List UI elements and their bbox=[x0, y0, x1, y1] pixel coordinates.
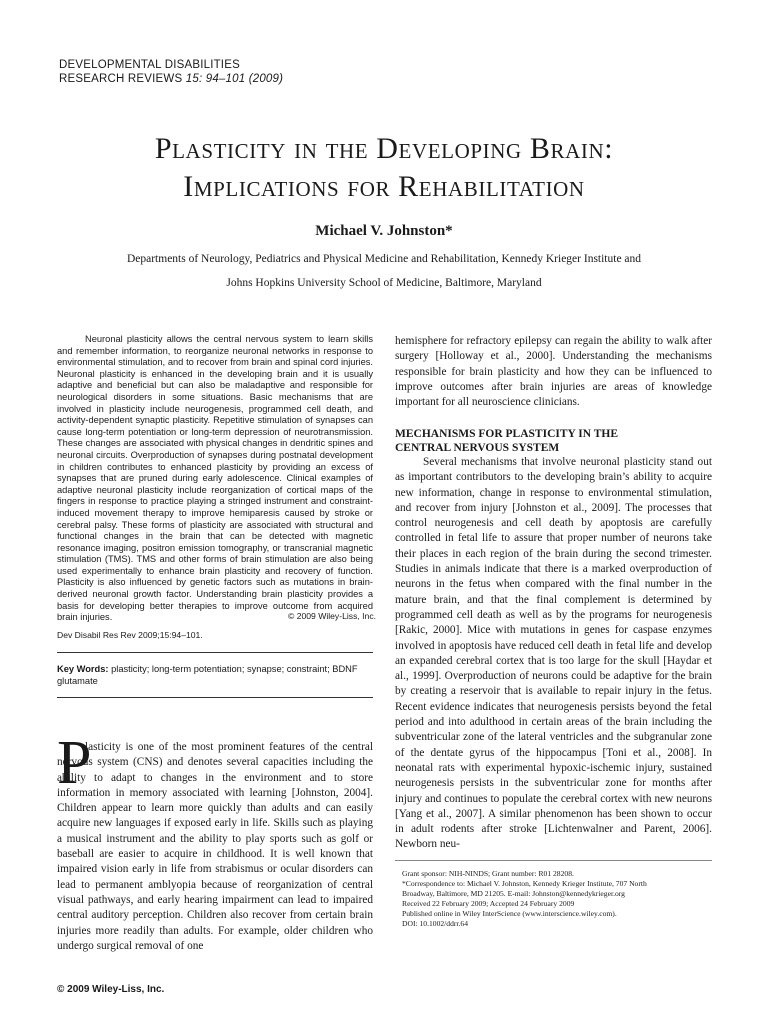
footnote-correspondence-2: Broadway, Baltimore, MD 21205. E-mail: Johnston@kennedykrieger.org bbox=[402, 889, 625, 898]
keywords-top-rule bbox=[57, 652, 373, 653]
affiliation-line2: Johns Hopkins University School of Medicine, Baltimore, Maryland bbox=[226, 277, 542, 289]
footnote-published: Published online in Wiley InterScience (www.interscience.wiley.com). bbox=[402, 909, 617, 918]
abstract-text: Neuronal plasticity allows the central nervous system to learn skills and remember information, to reorganize neuronal networks in response to environmental stimulation, and to recover from brain and spinal cord injuries. Neuronal plasticity is enhanced in the developing brain and it is usually adaptive and beneficial but can also be maladaptive and responsible for neurological disorders in some situations. Basic mechanisms that are involved in plasticity include neurogenesis, programmed cell death, and activity-dependent synaptic plasticity. Repetitive stimulation of synapses can cause long-term potentiation or long-term depression of neurotransmission. These changes are associated with physical changes in dendritic spines and neuronal circuits. Overproduction of synapses during postnatal development in children contributes to enhanced plasticity by providing an excess of synapses that are pruned during early adolescence. Clinical examples of adaptive neuronal plasticity include reorganization of cortical maps of the fingers in response to practice playing a stringed instrument and constraint-induced movement therapy to improve hemiparesis caused by stroke or cerebral palsy. These forms of plasticity are associated with structural and functional changes in the brain that can be detected with magnetic resonance imaging, positron emission tomography, or transcranial magnetic stimulation (TMS). TMS and other forms of brain stimulation are also being used experimentally to enhance brain plasticity and recovery of function. Plasticity is also influenced by genetic factors such as mutations in brain-derived neuronal growth factor. Understanding brain plasticity provides a basis for developing better therapies to improve outcome from acquired brain injuries. bbox=[57, 334, 373, 623]
section-heading-mechanisms bbox=[395, 428, 712, 455]
footnote-doi: DOI: 10.1002/ddrr.64 bbox=[402, 919, 469, 928]
intro-text: lasticity is one of the most prominent features of the central nervous system (CNS) and denotes several capacities including the ability to adapt to changes in the environment and to store information in memory associated with learning [Johnston, 2004]. Children appear to learn more quickly than adults and can easily acquire new languages if exposed early in life. Skills such as playing a musical instrument and the ability to play sports such as golf or baseball are easier to acquire in childhood. It is well known that impaired vision early in life from strabismus or ocular disorders can lead to permanent amblyopia because of reorganization of central visual pathways, and early hearing impairment can lead to impaired central auditory perception. Children also recover from certain brain injuries more readily than adults. For example, older children who undergo surgical removal of one bbox=[57, 741, 373, 952]
mechanisms-paragraph: Several mechanisms that involve neuronal plasticity stand out as important contributors to the developing brain’s ability to acquire new information, change in response to environmental stimulation, and recover from injury [Johnston et al., 2009]. The processes that control neurogenesis and cell death by apoptosis are carefully controlled in fetal life to assure that proper number of neurons take their places in each region of the brain during the second trimester. Studies in animals indicate that there is a marked overproduction of neurons in the fetus when compared with the final number in the mature brain, and that the final complement is determined by programmed cell death as well as by the programs for neurogenesis [Rakic, 2000]. Mice with mutations in genes for caspase enzymes involved in apoptosis have reduced cell death in fetal life and develop an expanded cerebral cortex that is too large for the skull [Haydar et al., 1999]. Overproduction of neurons could be adaptive for the brain by creating a reservoir that is available to repair injury in the fetus. Recent evidence indicates that neurogenesis persists beyond the fetal period and into adulthood in certain areas of the brain including the subventricular zone of the lateral ventricles and the subgranular zone of the dentate gyrus of the hippocampus [Toni et al., 2008]. In neonatal rats with experimental hypoxic-ischemic injury, sustained neurogenesis persists in the subventricular zone for months after injury and continues to populate the cerebral cortex with new neurons [Yang et al., 2007]. A similar phenomenon has been shown to occur in adult rodents after stroke [Lichtenwalner and Parent, 2006]. Newborn neu- bbox=[395, 456, 712, 851]
right-column-intro-continuation: hemisphere for refractory epilepsy can regain the ability to walk after surgery [Holloway et al., 2000]. Understanding the mechanisms responsible for brain plasticity and how they can be influenced to improve outcomes after brain injuries are areas of knowledge important for all neuroscience clinicians. bbox=[395, 335, 712, 409]
abstract-copyright: © 2009 Wiley-Liss, Inc. bbox=[288, 611, 377, 621]
affiliation bbox=[0, 247, 768, 295]
journal-header bbox=[59, 58, 283, 86]
keywords-text: plasticity; long-term potentiation; synapse; constraint; BDNF glutamate bbox=[57, 664, 358, 686]
author-name: Michael V. Johnston* bbox=[315, 223, 453, 239]
article-title-line2: Implications for Rehabilitation bbox=[183, 170, 585, 203]
keywords-label: Key Words: bbox=[57, 664, 109, 674]
abstract-citation: Dev Disabil Res Rev 2009;15:94–101. bbox=[57, 630, 203, 640]
keywords-bottom-rule bbox=[57, 697, 373, 698]
journal-volume: 15: 94–101 (2009) bbox=[185, 73, 284, 85]
section-heading-line1: MECHANISMS FOR PLASTICITY IN THE bbox=[395, 428, 619, 440]
footnote-correspondence-1: *Correspondence to: Michael V. Johnston, Kennedy Krieger Institute, 707 North bbox=[402, 879, 647, 888]
footnotes bbox=[402, 869, 714, 929]
intro-paragraph bbox=[57, 740, 373, 954]
footnote-received: Received 22 February 2009; Accepted 24 February 2009 bbox=[402, 899, 575, 908]
drop-cap: P bbox=[57, 729, 92, 797]
footnote-grant: Grant sponsor: NIH-NINDS; Grant number: R01 28208. bbox=[402, 869, 574, 878]
journal-name-line1: DEVELOPMENTAL DISABILITIES bbox=[59, 59, 240, 71]
article-title-line1: Plasticity in the Developing Brain: bbox=[154, 132, 614, 165]
page-copyright: © 2009 Wiley-Liss, Inc. bbox=[57, 984, 165, 995]
journal-name-line2 bbox=[59, 72, 283, 86]
keywords bbox=[57, 664, 373, 687]
section-heading-line2: CENTRAL NERVOUS SYSTEM bbox=[395, 441, 560, 454]
affiliation-line1: Departments of Neurology, Pediatrics and Physical Medicine and Rehabilitation, Kennedy Krieger Institute and bbox=[126, 253, 642, 265]
article-title bbox=[0, 130, 768, 206]
journal-name-line2-text: RESEARCH REVIEWS bbox=[59, 73, 183, 85]
